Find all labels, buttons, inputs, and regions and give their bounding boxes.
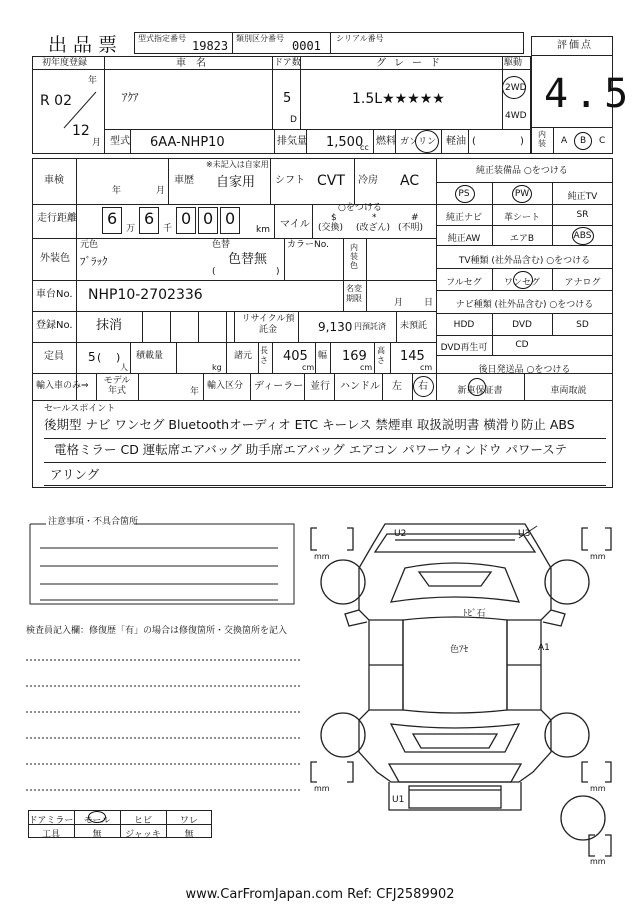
length-unit: cm	[302, 363, 315, 372]
handle-right-circle	[413, 376, 434, 397]
model-year-label: モデル年式	[103, 376, 131, 396]
width-label: 幅	[318, 351, 328, 361]
nav-dvd: DVD	[512, 320, 532, 330]
drive-2wd-circle	[502, 76, 526, 99]
handle-label: ハンドル	[340, 381, 380, 392]
load-label: 積載量	[136, 351, 164, 361]
docs-warranty-circle	[468, 378, 486, 396]
model-year-unit: 年	[190, 387, 200, 397]
tools-header-mirror: ドアミラー	[28, 816, 74, 826]
drive-2wd: 2WD	[505, 83, 527, 93]
fuel-value: ガソリン	[400, 137, 437, 147]
altered-label: (改ざん)	[356, 223, 391, 233]
orig-color-value: ﾌﾞﾗｯｸ	[80, 255, 108, 268]
grid-line	[32, 280, 436, 281]
grid-line	[553, 127, 554, 154]
sales-point-line-2: 電格ミラー CD 運転席エアバッグ 助手席エアバッグ エアコン パワーウィンドウ パワーステ	[54, 442, 567, 457]
repaint-paren-open: (	[212, 267, 216, 277]
tools-tool-value: 無	[92, 830, 102, 840]
score-value: 4.5	[544, 71, 635, 117]
grid-line	[258, 342, 259, 373]
grid-line	[203, 373, 204, 400]
car-name-label: 車名	[176, 58, 216, 69]
nav-title: ナビ種類 (社外品含む) ○をつける	[455, 300, 594, 310]
reg-value: 抹消	[96, 318, 123, 333]
grid-line	[44, 462, 606, 463]
grid-line	[32, 400, 613, 401]
grid-line	[32, 238, 436, 239]
door-type: D	[290, 115, 297, 125]
tools-mall-circle	[88, 811, 106, 823]
mm-rear-right: mm	[590, 784, 606, 793]
grid-line	[32, 342, 436, 343]
grid-line	[531, 127, 613, 128]
grid-line	[312, 204, 313, 238]
grid-line	[96, 373, 97, 400]
title-change-month: 月	[394, 298, 404, 308]
chassis-label: 車台No.	[36, 289, 73, 300]
docs-manual: 車両取説	[550, 386, 587, 396]
tools-header-break: ワレ	[179, 816, 198, 826]
tv-fullseg: フルセグ	[446, 278, 482, 288]
grid-line	[274, 129, 275, 154]
grid-line	[104, 129, 531, 130]
capacity-paren-open: (	[97, 351, 102, 364]
grid-line	[436, 268, 613, 269]
grid-line	[284, 238, 285, 280]
equip-leather: 革シート	[503, 213, 540, 223]
mileage-label: 走行距離	[37, 213, 77, 224]
unknown-label: (不明)	[398, 223, 424, 233]
cd-option: CD	[515, 340, 529, 350]
caution-label: 注意事項・不具合箇所	[48, 517, 139, 527]
diagram-note-fade: 色ｱｾ	[450, 645, 469, 655]
recycle-amount: 9,130	[318, 320, 353, 334]
grid-line	[436, 225, 613, 226]
recycle-status: 円預託済	[354, 322, 386, 331]
mm-spare: mm	[590, 857, 606, 866]
shift-label: シフト	[275, 175, 305, 186]
mm-rear-left: mm	[314, 784, 330, 793]
inspector-label: 検査員記入欄：修復歴「有」の場合は修復箇所・交換箇所を記入	[26, 626, 288, 636]
sheet-title: 出品票	[48, 34, 124, 56]
grid-line	[436, 335, 613, 336]
doors-value: 5	[283, 91, 292, 106]
grid-line	[170, 311, 171, 342]
grid-line	[354, 158, 355, 204]
grid-line	[468, 129, 469, 154]
grid-line	[138, 373, 139, 400]
grade-label: グレード	[376, 58, 448, 69]
drive-4wd: 4WD	[505, 111, 527, 121]
import-only-label: 輸入車のみ⇒	[36, 381, 89, 391]
class-code-label: 類別区分番号	[236, 34, 284, 43]
parallel-option: 並行	[310, 381, 330, 392]
altered-symbol: *	[372, 213, 377, 223]
grid-line	[176, 342, 177, 373]
mileage-sen: 千	[163, 224, 173, 234]
width-value: 169	[342, 349, 367, 364]
tools-tool-label: 工具	[41, 830, 60, 840]
tv-oneseg-circle	[513, 271, 533, 289]
equip-abs: ABS	[573, 231, 592, 241]
sales-points-label: セールスポイント	[44, 404, 116, 414]
equip-aw: 純正AW	[447, 234, 481, 244]
diagram-u3: U3	[518, 529, 531, 539]
history-value: 自家用	[216, 175, 256, 190]
grid-line	[315, 342, 316, 373]
first-reg-month: 12	[72, 123, 90, 139]
grid-line	[232, 32, 233, 54]
handle-left: 左	[392, 381, 402, 392]
grid-line	[374, 342, 375, 373]
diagram-u1: U1	[392, 795, 405, 805]
model-code-label: 型式指定番号	[138, 34, 186, 43]
equipment-title: 純正装備品 ○をつける	[476, 166, 568, 176]
car-diagram	[305, 520, 620, 870]
color-no-label: カラーNo.	[287, 240, 329, 250]
orig-color-label: 元色	[80, 240, 99, 250]
history-label: 車歴	[174, 175, 194, 186]
grid-line	[234, 311, 235, 342]
grid-line	[272, 342, 273, 373]
type-value: 6AA-NHP10	[150, 135, 225, 150]
import-type-label: 輸入区分	[207, 381, 244, 391]
docs-title: 後日発送品 ○をつける	[478, 365, 571, 375]
tools-jack-value: 無	[184, 830, 194, 840]
grid-line	[44, 438, 606, 439]
sales-point-line-3: アリング	[50, 467, 100, 482]
capacity-unit: 人	[120, 363, 128, 372]
inspection-year-unit: 年	[112, 186, 122, 196]
grid-line	[298, 311, 299, 342]
grid-line	[436, 182, 613, 183]
handle-right: 右	[418, 381, 428, 392]
mileage-digit-2: 6	[144, 209, 155, 228]
inspection-month-unit: 月	[156, 186, 166, 196]
grid-line	[436, 355, 613, 356]
grid-line	[270, 158, 271, 204]
docs-warranty: 新車保証書	[457, 386, 503, 396]
grid-line	[531, 55, 613, 56]
grid-line	[274, 204, 275, 238]
paren-open: (	[472, 136, 476, 147]
equip-sr: SR	[576, 210, 589, 220]
title-change-label: 名変期限	[346, 284, 362, 304]
unknown-symbol: #	[411, 213, 419, 223]
month-unit: 月	[92, 138, 102, 148]
grid-line	[250, 373, 251, 400]
title-change-day: 日	[424, 298, 434, 308]
interior-b: B	[580, 136, 587, 146]
serial-label: シリアル番号	[336, 34, 384, 43]
repaint-paren-close: )	[276, 267, 280, 277]
score-label: 評価点	[557, 40, 593, 51]
mileage-man: 万	[126, 224, 136, 234]
kg-unit: kg	[212, 363, 222, 372]
diagram-note-chip: ﾄﾋﾞ石	[463, 609, 486, 619]
grid-line	[436, 290, 613, 291]
swap-label: (交換)	[318, 223, 344, 233]
length-value: 405	[283, 349, 308, 364]
interior-a: A	[561, 136, 568, 146]
grid-line	[76, 158, 77, 400]
mileage-digit-4: 0	[203, 209, 214, 228]
mileage-digit-3: 0	[181, 209, 192, 228]
sales-point-line-1: 後期型 ナビ ワンセグ Bluetoothオーディオ ETC キーレス 禁煙車 取扱説明書 横滑り防止 ABS	[44, 417, 575, 432]
grid-line	[330, 32, 331, 54]
height-unit: cm	[420, 363, 433, 372]
dvd-playback: DVD再生可	[440, 343, 488, 353]
diagram-u2: U2	[394, 529, 407, 539]
grid-line	[130, 129, 131, 154]
grid-line	[272, 56, 273, 129]
equip-abs-circle	[572, 227, 594, 245]
grid-line	[436, 313, 613, 314]
first-reg-era: R 02	[40, 93, 72, 109]
mm-front-left: mm	[314, 552, 330, 561]
grid-line	[226, 311, 227, 342]
recycle-unpaid: 未預託	[400, 321, 428, 331]
recycle-label: リサイクル預託金	[241, 314, 295, 336]
grid-line	[130, 342, 131, 373]
grid-line	[373, 129, 374, 154]
ac-label: 冷房	[358, 175, 378, 186]
first-reg-label: 初年度登録	[42, 58, 88, 68]
grid-line	[330, 342, 331, 373]
spec-label: 諸元	[234, 351, 253, 361]
equip-ps: PS	[458, 189, 470, 199]
shift-value: CVT	[317, 173, 345, 189]
equip-ps-circle	[455, 185, 475, 203]
grid-line	[436, 204, 613, 205]
tv-analog: アナログ	[564, 278, 601, 288]
ac-value: AC	[400, 173, 420, 189]
capacity-value: 5	[88, 350, 96, 364]
model-code: 19823	[192, 39, 229, 53]
inspection-label: 車検	[44, 175, 64, 186]
grid-line	[436, 245, 613, 246]
height-label: 高さ	[377, 346, 385, 365]
mile-label: マイル	[280, 219, 310, 230]
tv-title: TV種類 (社外品含む) ○をつける	[458, 256, 591, 266]
displacement-value: 1,500	[326, 135, 364, 150]
grid-line	[142, 311, 143, 342]
repaint-label: 色替	[212, 240, 231, 250]
reg-label: 登録No.	[36, 320, 73, 331]
interior-c: C	[599, 136, 606, 146]
tv-oneseg: ワンセグ	[503, 278, 540, 288]
mileage-circle-note: ○をつける	[338, 203, 382, 213]
mm-front-right: mm	[590, 552, 606, 561]
car-name: ｱｸｱ	[122, 91, 139, 104]
grid-line	[32, 69, 531, 70]
footer-watermark: www.CarFromJapan.com Ref: CFJ2589902	[185, 887, 455, 902]
dealer-option: ディーラー	[254, 381, 304, 392]
fuel-label: 燃料	[376, 136, 396, 147]
repaint-value: 色替無	[228, 252, 268, 267]
height-value: 145	[400, 349, 425, 364]
equip-pw-circle	[512, 185, 532, 203]
nav-hdd: HDD	[453, 320, 475, 330]
grid-line	[104, 56, 105, 154]
paren-close: )	[520, 136, 524, 147]
interior-label: 内装	[538, 130, 546, 148]
equip-airbag: エアB	[509, 234, 535, 244]
mileage-digit-1: 6	[107, 209, 118, 228]
grid-line	[343, 238, 344, 311]
drive-label: 駆動	[504, 58, 523, 68]
interior-b-circle	[574, 132, 592, 150]
exterior-label: 外装色	[40, 253, 70, 264]
width-unit: cm	[360, 363, 373, 372]
grid-line	[304, 373, 305, 400]
grid-line	[396, 311, 397, 342]
grid-line	[390, 342, 391, 373]
doors-label: ドア数	[274, 58, 301, 68]
tools-header-crack: ヒビ	[133, 816, 152, 826]
chassis-value: NHP10-2702336	[88, 287, 203, 303]
km-unit: km	[256, 225, 270, 235]
grid-line	[531, 127, 532, 154]
type-label: 型式	[110, 136, 130, 147]
history-note: ※未記入は自家用	[206, 160, 269, 169]
equip-tv: 純正TV	[567, 192, 598, 202]
grid-line	[334, 373, 335, 400]
fuel-circle	[415, 130, 439, 153]
grid-line	[198, 311, 199, 342]
mileage-digit-5: 0	[225, 209, 236, 228]
displacement-label: 排気量	[277, 136, 307, 147]
cc-unit: cc	[360, 143, 369, 152]
grid-line	[382, 373, 383, 400]
equip-navi: 純正ナビ	[445, 213, 482, 223]
equip-pw: PW	[514, 189, 530, 199]
swap-symbol: $	[331, 213, 337, 223]
grid-line	[168, 158, 169, 204]
grid-line	[441, 129, 442, 154]
tools-jack-label: ジャッキ	[125, 830, 161, 840]
class-code: 0001	[292, 39, 321, 53]
capacity-label: 定員	[44, 351, 64, 362]
interior-color-label: 内装色	[350, 243, 358, 271]
diagram-note-a1: A1	[538, 643, 550, 653]
nav-sd: SD	[576, 320, 589, 330]
capacity-paren-close: )	[116, 351, 121, 364]
grid-line	[44, 485, 606, 486]
fuel-light-oil: 軽油	[446, 136, 466, 147]
grid-line	[226, 342, 227, 373]
grade-value: 1.5L★★★★★	[352, 91, 445, 107]
length-label: 長さ	[260, 346, 268, 365]
tools-header-mall: モール	[83, 816, 111, 826]
year-unit: 年	[88, 76, 98, 86]
